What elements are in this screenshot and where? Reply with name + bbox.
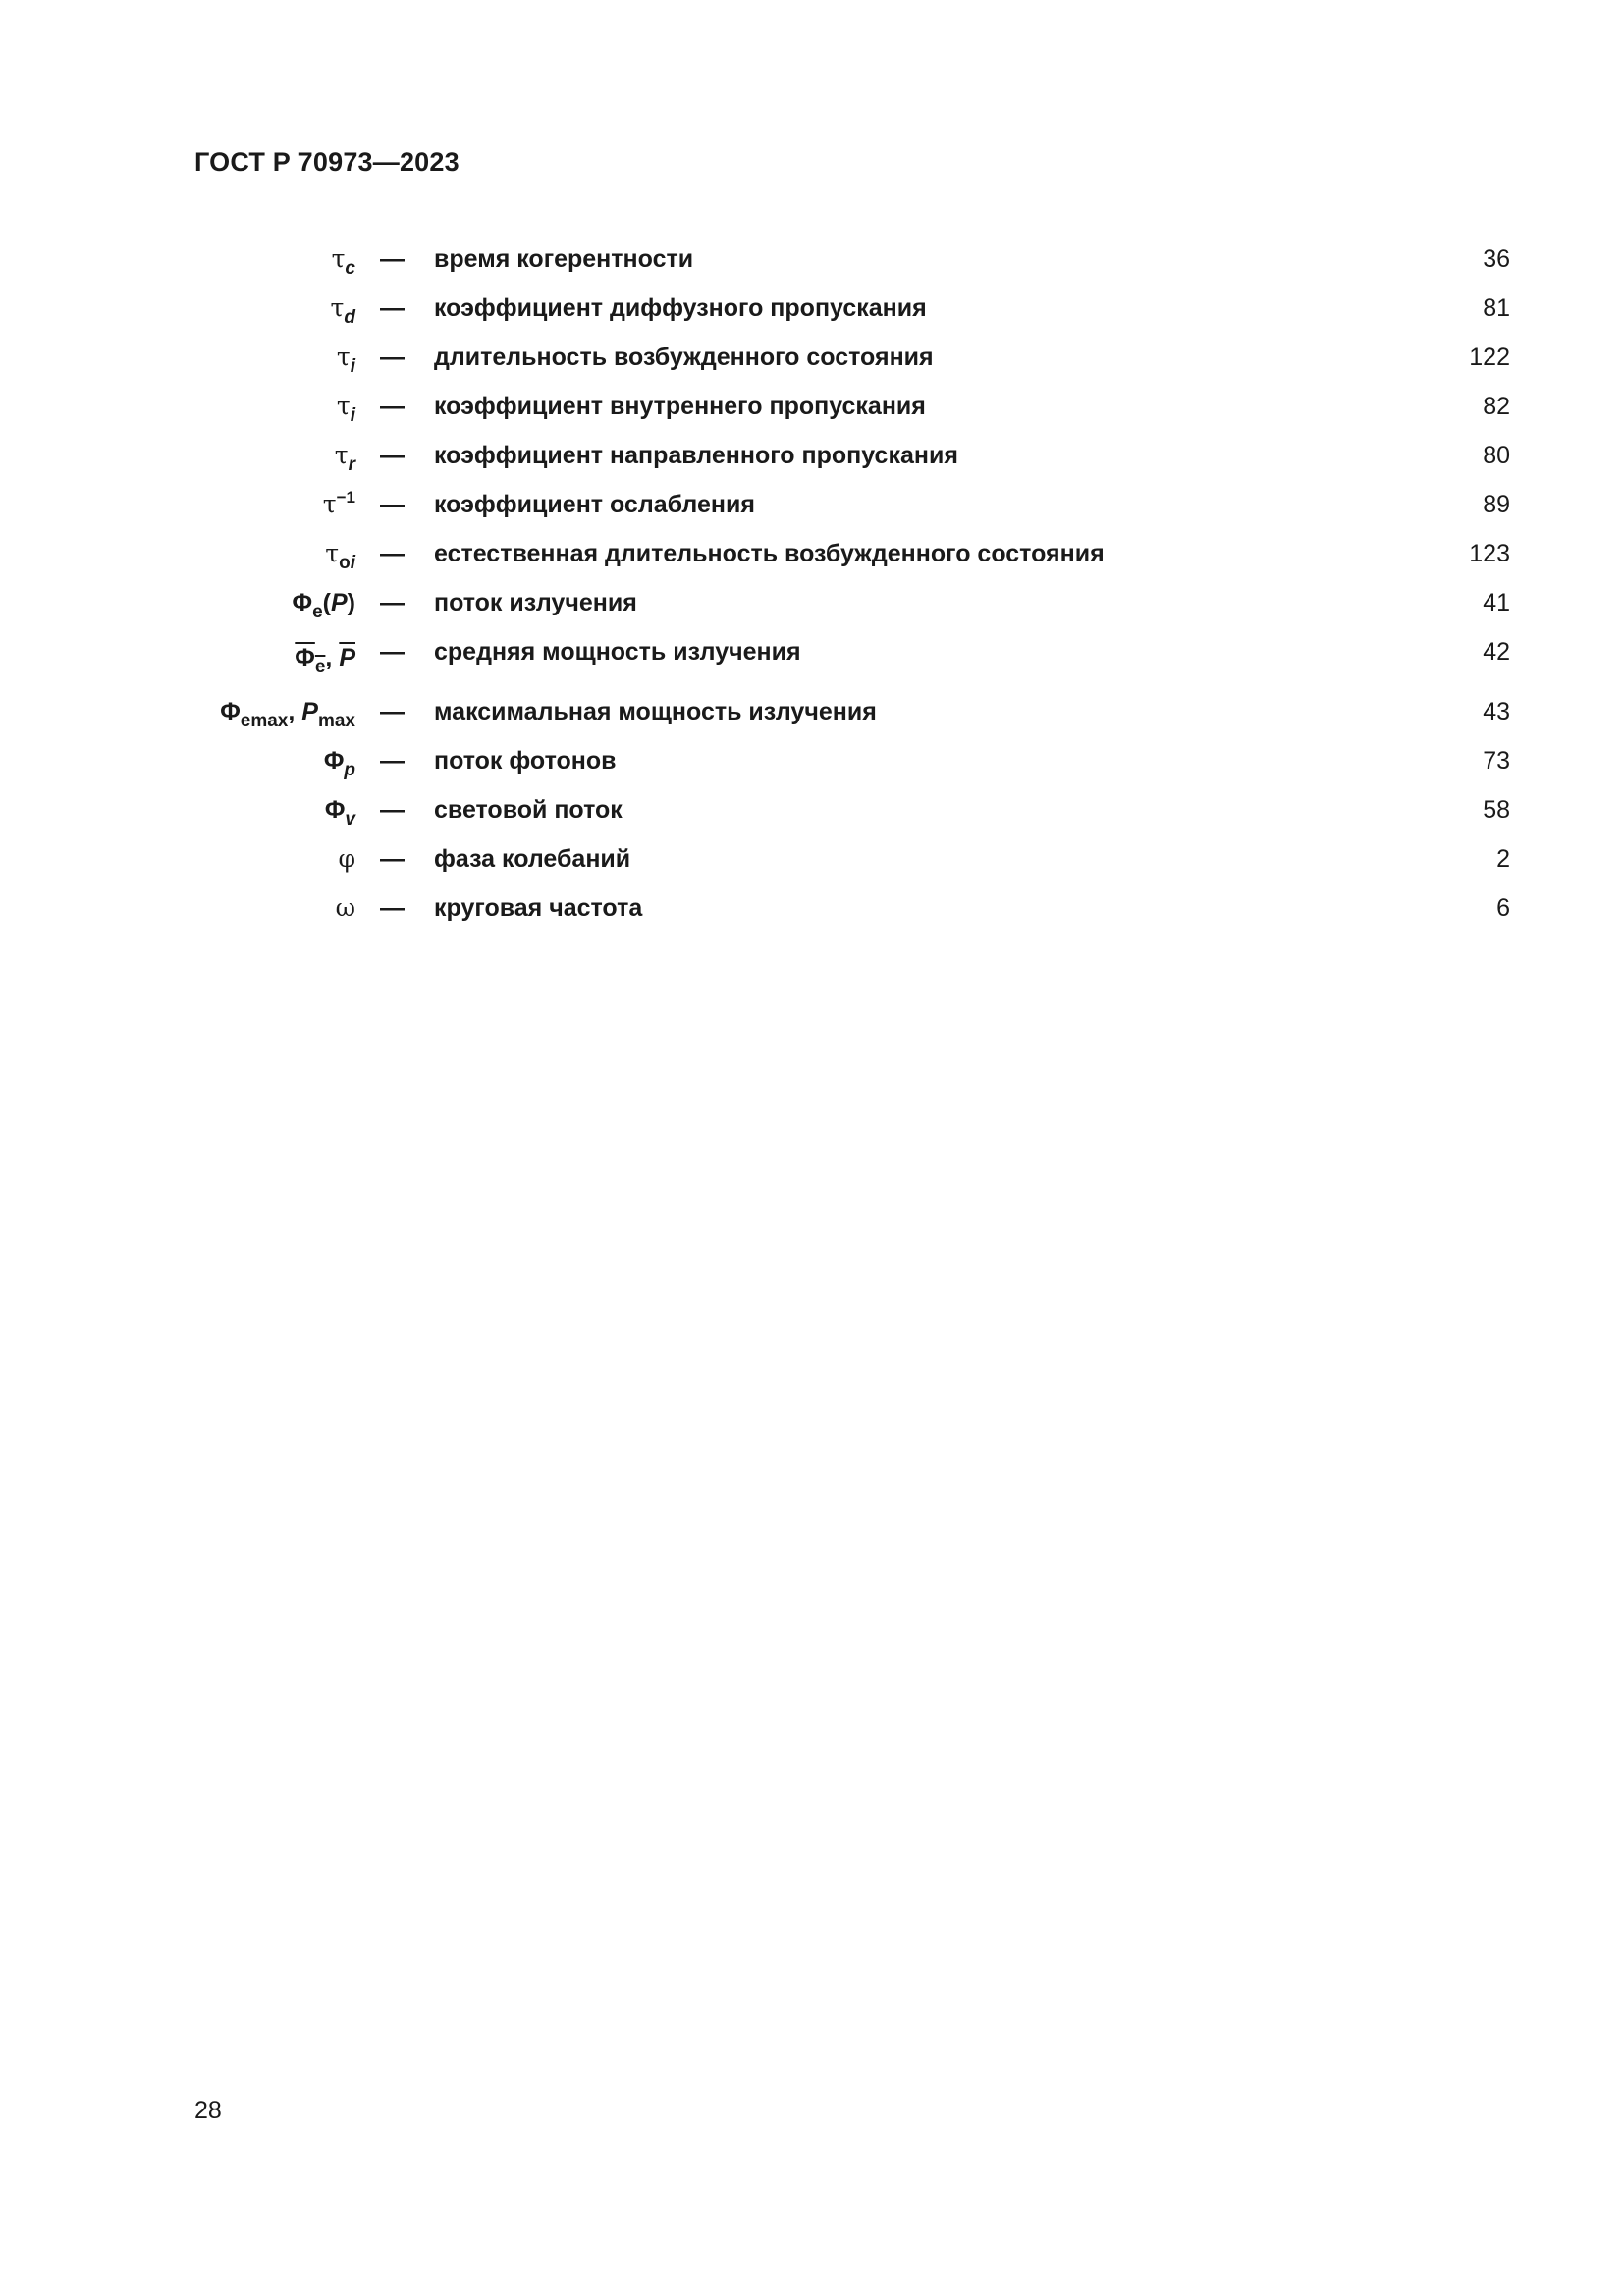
dash: — xyxy=(380,442,405,469)
dash: — xyxy=(380,491,405,518)
page-reference: 42 xyxy=(1483,638,1510,666)
page-reference: 80 xyxy=(1483,442,1510,469)
index-row xyxy=(0,289,1624,328)
term: коэффициент направленного пропускания xyxy=(434,442,958,469)
page-reference: 122 xyxy=(1469,344,1510,371)
term: максимальная мощность излучения xyxy=(434,698,877,725)
index-row xyxy=(0,583,1624,622)
index-row xyxy=(0,692,1624,731)
term: круговая частота xyxy=(434,894,643,922)
symbol: $\tau_r$ xyxy=(334,441,355,475)
page-reference: 2 xyxy=(1496,845,1510,873)
symbol: $\tau_c$ xyxy=(331,244,355,279)
dash: — xyxy=(380,393,405,420)
page-reference: 89 xyxy=(1483,491,1510,518)
dash: — xyxy=(380,638,405,666)
index-row xyxy=(0,839,1624,879)
dash: — xyxy=(380,796,405,824)
index-row xyxy=(0,338,1624,377)
dash: — xyxy=(380,894,405,922)
term: время когерентности xyxy=(434,245,694,273)
page-reference: 73 xyxy=(1483,747,1510,774)
term: поток излучения xyxy=(434,589,637,616)
symbol: $\tau_i$ xyxy=(336,343,355,377)
term: длительность возбужденного состояния xyxy=(434,344,934,371)
index-row xyxy=(0,888,1624,928)
term: коэффициент диффузного пропускания xyxy=(434,294,927,322)
symbol: $\tau_i$ xyxy=(336,392,355,426)
dash: — xyxy=(380,747,405,774)
page-reference: 82 xyxy=(1483,393,1510,420)
term: поток фотонов xyxy=(434,747,617,774)
dash: — xyxy=(380,540,405,567)
symbol: $\Phi_p$ xyxy=(323,747,355,780)
page-number: 28 xyxy=(194,2097,222,2124)
symbol: $\Phi_e(P)$ xyxy=(292,589,355,622)
dash: — xyxy=(380,294,405,322)
symbol: ω xyxy=(335,893,355,922)
dash: — xyxy=(380,698,405,725)
symbol: $\Phi_e$, $\overline{P}$ xyxy=(295,644,355,677)
document-header: ГОСТ Р 70973—2023 xyxy=(194,147,460,177)
index-row xyxy=(0,387,1624,426)
index-row xyxy=(0,790,1624,829)
term: фаза колебаний xyxy=(434,845,631,873)
page-reference: 58 xyxy=(1483,796,1510,824)
page-reference: 36 xyxy=(1483,245,1510,273)
dash: — xyxy=(380,245,405,273)
index-row xyxy=(0,240,1624,279)
index-row xyxy=(0,485,1624,524)
page-reference: 6 xyxy=(1496,894,1510,922)
symbol: $\Phi_{emax}$, $P_{max}$ xyxy=(220,698,355,731)
index-row xyxy=(0,632,1624,677)
page-reference: 81 xyxy=(1483,294,1510,322)
term: коэффициент внутреннего пропускания xyxy=(434,393,926,420)
symbol: $\Phi_v$ xyxy=(324,796,355,829)
page-reference: 41 xyxy=(1483,589,1510,616)
symbol: $\tau_d$ xyxy=(330,294,355,328)
symbol: $\tau^{-1}$ xyxy=(322,488,355,518)
symbol: $\tau_{oi}$ xyxy=(325,539,355,573)
symbol: φ xyxy=(338,844,355,873)
page-reference: 123 xyxy=(1469,540,1510,567)
dash: — xyxy=(380,344,405,371)
term: средняя мощность излучения xyxy=(434,638,801,666)
index-row xyxy=(0,436,1624,475)
term: световой поток xyxy=(434,796,623,824)
term: естественная длительность возбужденного состояния xyxy=(434,540,1105,567)
index-row xyxy=(0,534,1624,573)
dash: — xyxy=(380,845,405,873)
page-reference: 43 xyxy=(1483,698,1510,725)
index-row xyxy=(0,741,1624,780)
term: коэффициент ослабления xyxy=(434,491,755,518)
dash: — xyxy=(380,589,405,616)
